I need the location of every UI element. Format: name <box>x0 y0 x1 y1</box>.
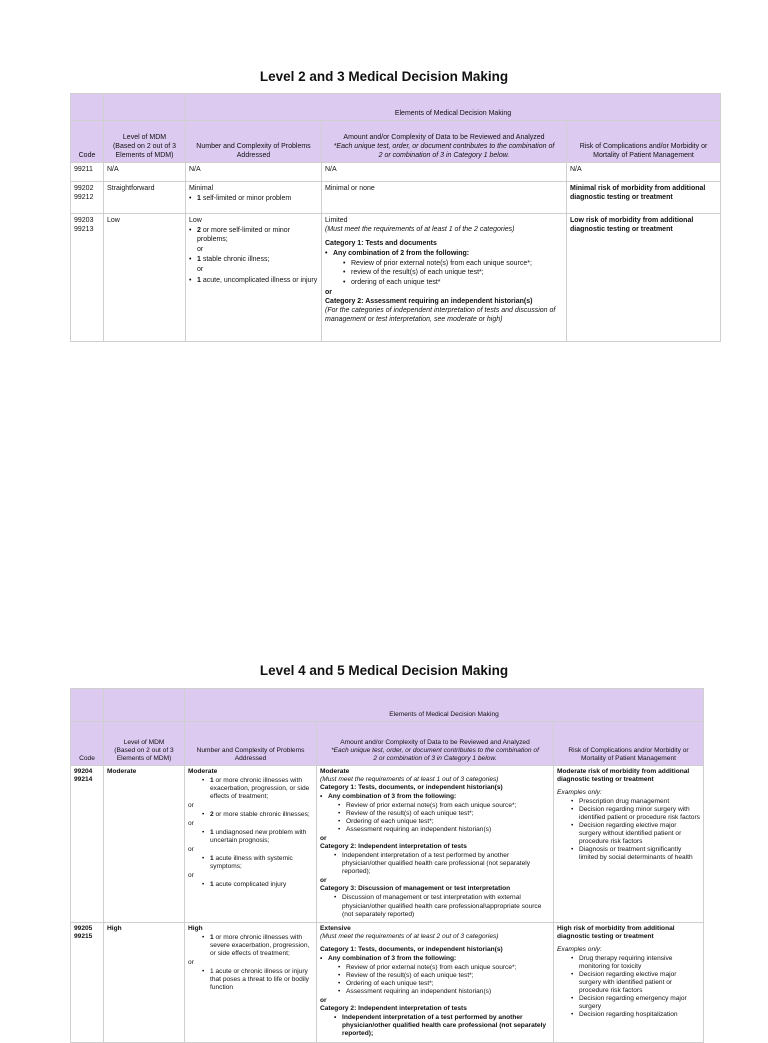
table-row <box>71 214 721 342</box>
problems-cell: Moderate • 1 or more chronic illnesses with exacerbation, progression, or side effects of treatment; or • 2 or more stable chronic illnesses; or • 1 undiagnosed new problem with uncertain prognosis; or • 1 acute illness with systemic symptoms; or • 1 acute complicated injury <box>185 766 317 923</box>
header-blank <box>104 94 186 121</box>
risk-cell: Minimal risk of morbidity from additional diagnostic testing or treatment <box>567 182 721 214</box>
level-cell: High <box>104 922 185 1042</box>
page-title-level-2-3: Level 2 and 3 Medical Decision Making <box>259 69 509 84</box>
risk-cell: N/A <box>567 163 721 182</box>
header-data: Amount and/or Complexity of Data to be Reviewed and Analyzed *Each unique test, order, or document contributes to the combination of 2 or combination of 3 in Category 1 below. <box>322 121 567 163</box>
header-code: Code <box>71 121 104 163</box>
level-cell: Moderate <box>104 766 185 923</box>
problems-cell: N/A <box>186 163 322 182</box>
data-cell: N/A <box>322 163 567 182</box>
table-row <box>71 766 704 923</box>
header-blank <box>71 94 104 121</box>
header-data: Amount and/or Complexity of Data to be Reviewed and Analyzed *Each unique test, order, or document contributes to the combination of 2 or combination of 3 in Category 1 below. <box>317 722 554 766</box>
code-cell: 99204 99214 <box>71 766 104 923</box>
level-cell: Low <box>104 214 186 342</box>
level-cell: Straightforward <box>104 182 186 214</box>
code-cell: 99211 <box>71 163 104 182</box>
risk-cell: Moderate risk of morbidity from additional diagnostic testing or treatment Examples only: • Prescription drug management • Decision regarding minor surgery with identified patient or procedure risk factors • Decision regarding elective major surgery without identified patient or procedure risk factors • Diagnosis or treatment significantly limited by social determinants of health <box>554 766 704 923</box>
page-title-level-4-5: Level 4 and 5 Medical Decision Making <box>259 663 509 678</box>
problems-cell: High • 1 or more chronic illnesses with severe exacerbation, progression, or side effects of treatment; or • 1 acute or chronic illness or injury that poses a threat to life or bodily function <box>185 922 317 1042</box>
header-blank <box>104 689 185 722</box>
mdm-table-level-2-3 <box>70 93 721 342</box>
mdm-table-level-4-5 <box>70 688 704 1043</box>
data-cell: Moderate (Must meet the requirements of at least 1 out of 3 categories) Category 1: Tests, documents, or independent historian(s) • Any combination of 3 from the following: • Review of prior external note(s) from each unique source*; • Review of the result(s) of each unique test*; • Ordering of each unique test*; • Assessment requiring an independent historian(s) or Category 2: Independent interpretation of tests • Independent interpretation of a test performed by another physician/other qualified health care professional (not separately reported); or Category 3: Discussion of management or test interpretation • Discussion of management or test interpretation with external physician/other qualified health care professional\appropriate source (not separately reported) <box>317 766 554 923</box>
code-cell: 99205 99215 <box>71 922 104 1042</box>
table-row <box>71 163 721 182</box>
header-problems: Number and Complexity of Problems Addressed <box>186 121 322 163</box>
table-row <box>71 922 704 1042</box>
header-risk: Risk of Complications and/or Morbidity or Mortality of Patient Management <box>567 121 721 163</box>
data-cell: Extensive (Must meet the requirements of at least 2 out of 3 categories) Category 1: Tests, documents, or independent historian(s) • Any combination of 3 from the following: • Review of prior external note(s) from each unique source*; • Review of the result(s) of each unique test*; • Ordering of each unique test*; • Assessment requiring an independent historian(s) or Category 2: Independent interpretation of tests • Independent interpretation of a test performed by another physician/other qualified health care professional (not separately reported); <box>317 922 554 1042</box>
data-cell: Limited (Must meet the requirements of at least 1 of the 2 categories) Category 1: Tests and documents • Any combination of 2 from the following: • Review of prior external note(s) from each unique source*; • review of the result(s) of each unique test*; • ordering of each unique test* or Category 2: Assessment requiring an independent historian(s) (For the categories of independent interpretation of tests and discussion of management or test interpretation, see moderate or high) <box>322 214 567 342</box>
header-level: Level of MDM (Based on 2 out of 3 Elements of MDM) <box>104 722 185 766</box>
problems-cell: Low • 2 or more self-limited or minor problems; or • 1 stable chronic illness; or • 1 acute, uncomplicated illness or injury <box>186 214 322 342</box>
risk-cell: High risk of morbidity from additional diagnostic testing or treatment Examples only: • Drug therapy requiring intensive monitoring for toxicity • Decision regarding elective major surgery with identified patient or procedure risk factors • Decision regarding emergency major surgery • Decision regarding hospitalization <box>554 922 704 1042</box>
code-cell: 99202 99212 <box>71 182 104 214</box>
level-cell: N/A <box>104 163 186 182</box>
risk-cell: Low risk of morbidity from additional diagnostic testing or treatment <box>567 214 721 342</box>
header-elements: Elements of Medical Decision Making <box>186 94 721 121</box>
header-problems: Number and Complexity of Problems Addressed <box>185 722 317 766</box>
code-cell: 99203 99213 <box>71 214 104 342</box>
header-risk: Risk of Complications and/or Morbidity or Mortality of Patient Management <box>554 722 704 766</box>
header-code: Code <box>71 722 104 766</box>
header-blank <box>71 689 104 722</box>
header-elements: Elements of Medical Decision Making <box>185 689 704 722</box>
table-row <box>71 182 721 214</box>
header-level: Level of MDM (Based on 2 out of 3 Elements of MDM) <box>104 121 186 163</box>
problems-cell: Minimal • 1 self-limited or minor problem <box>186 182 322 214</box>
data-cell: Minimal or none <box>322 182 567 214</box>
